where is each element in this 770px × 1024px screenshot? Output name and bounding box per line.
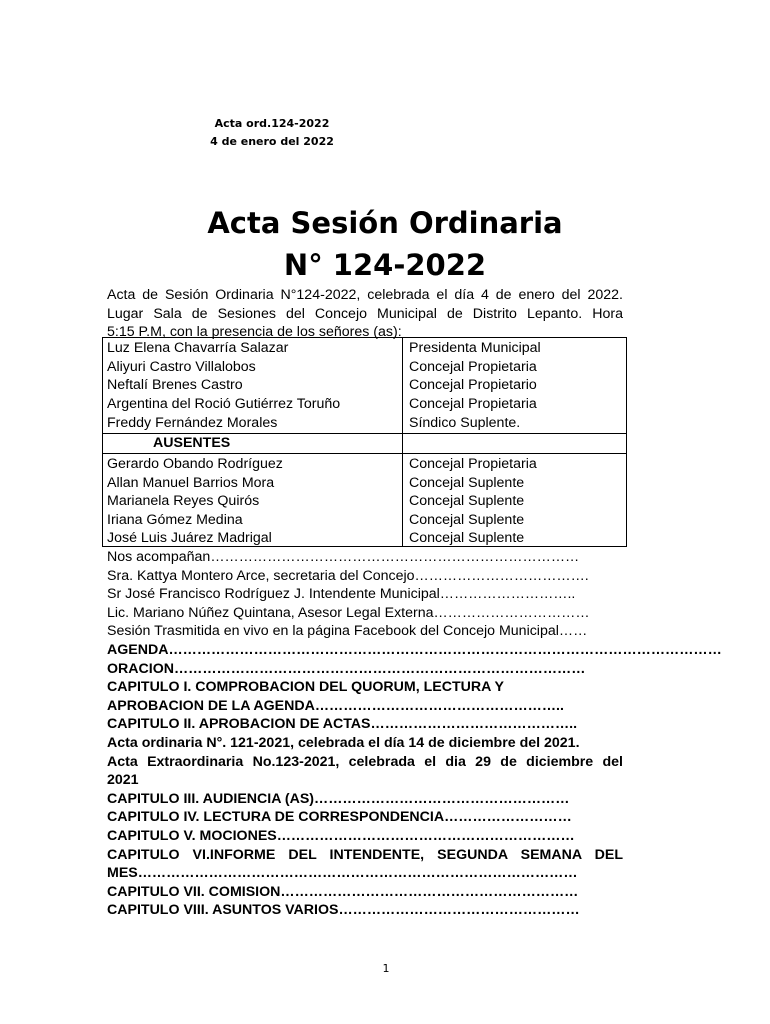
member-role: Presidenta Municipal	[409, 340, 541, 356]
member-name: Allan Manuel Barrios Mora	[107, 474, 275, 491]
table-row	[107, 339, 626, 358]
chapter-4-line: CAPITULO IV. LECTURA DE CORRESPONDENCIA………………………	[107, 809, 572, 826]
member-name: Luz Elena Chavarría Salazar	[107, 340, 289, 356]
member-role: Concejal Suplente	[409, 530, 525, 547]
member-role: Concejal Suplente	[409, 511, 525, 528]
table-row	[107, 414, 626, 433]
member-role: Concejal Suplente	[409, 474, 525, 491]
chapter-5-line: CAPITULO V. MOCIONES………………………………………………………	[107, 827, 575, 844]
chapter-1-line-2: APROBACION DE LA AGENDA……………………………………………..	[107, 697, 564, 714]
table-row	[107, 474, 626, 493]
member-name: Iriana Gómez Medina	[107, 511, 243, 528]
member-name: Freddy Fernández Morales	[107, 414, 278, 431]
member-name: José Luis Juárez Madrigal	[107, 530, 272, 547]
chapter-2-line: CAPITULO II. APROBACION DE ACTAS……………………………………..	[107, 716, 578, 733]
acta-123-line-2: 2021	[107, 772, 139, 789]
agenda-heading: AGENDA………………………………………………………………………………………………………	[107, 641, 722, 658]
chapter-7-line: CAPITULO VII. COMISION………………………………………………………	[107, 883, 579, 900]
intro-line-2: Lugar Sala de Sesiones del Concejo Municipal de Distrito Lepanto. Hora	[107, 305, 623, 322]
member-name: Gerardo Obando Rodríguez	[107, 456, 283, 472]
table-row	[107, 376, 626, 395]
table-divider	[103, 453, 626, 454]
attendance-table	[102, 337, 627, 547]
oracion-line: ORACION……………………………………………………………………………	[107, 660, 586, 677]
acta-121-line: Acta ordinaria N°. 121-2021, celebrada el día 14 de diciembre del 2021.	[107, 734, 580, 751]
chapter-3-line: CAPITULO III. AUDIENCIA (AS)………………………………………………	[107, 790, 570, 807]
page-number: 1	[382, 962, 390, 975]
transmision-line: Sesión Trasmitida en vivo en la página Facebook del Concejo Municipal……	[107, 623, 588, 640]
intro-line-3: 5:15 P.M, con la presencia de los señores (as):	[107, 324, 402, 340]
agenda-section	[107, 548, 722, 920]
document-number: N° 124-2022	[283, 248, 487, 282]
intro-paragraph	[107, 286, 623, 342]
acompanan-line: Nos acompañan……………………………………………………………………	[107, 549, 580, 565]
member-name: Aliyuri Castro Villalobos	[107, 358, 256, 375]
secretaria-line: Sra. Kattya Montero Arce, secretaria del Concejo……………………………….	[107, 567, 589, 584]
intendente-line: Sr José Francisco Rodríguez J. Intendente Municipal………………………..	[107, 586, 576, 603]
chapter-6-line-2: MES…………………………………………………………………………………	[107, 865, 578, 882]
member-role: Concejal Suplente	[409, 493, 525, 510]
member-role: Síndico Suplente.	[409, 414, 521, 431]
table-row	[107, 529, 626, 548]
member-role: Concejal Propietaria	[409, 358, 537, 375]
table-row	[107, 455, 626, 474]
chapter-6-line-1: CAPITULO VI.INFORME DEL INTENDENTE, SEGUNDA SEMANA DEL	[107, 846, 623, 863]
member-name: Neftalí Brenes Castro	[107, 377, 243, 394]
acta-reference: Acta ord.124-2022	[214, 117, 330, 130]
table-row	[107, 358, 626, 377]
table-row	[107, 492, 626, 511]
member-name: Argentina del Roció Gutiérrez Toruño	[107, 396, 341, 412]
asesor-line: Lic. Mariano Núñez Quintana, Asesor Legal Externa……………………………	[107, 604, 590, 621]
table-row	[107, 511, 626, 530]
intro-line-1: Acta de Sesión Ordinaria N°124-2022, celebrada el día 4 de enero del 2022.	[107, 287, 623, 303]
member-role: Concejal Propietaria	[409, 396, 537, 412]
chapter-1-line-1: CAPITULO I. COMPROBACION DEL QUORUM, LECTURA Y	[107, 679, 504, 696]
table-row	[107, 395, 626, 414]
acta-date: 4 de enero del 2022	[210, 135, 334, 148]
acta-123-line-1: Acta Extraordinaria No.123-2021, celebrada el dia 29 de diciembre del	[107, 753, 623, 770]
member-role: Concejal Propietaria	[409, 456, 537, 472]
member-name: Marianela Reyes Quirós	[107, 493, 260, 510]
chapter-8-line: CAPITULO VIII. ASUNTOS VARIOS……………………………………………	[107, 902, 580, 919]
member-role: Concejal Propietario	[409, 377, 537, 394]
document-title: Acta Sesión Ordinaria	[207, 206, 563, 240]
absent-heading: AUSENTES	[153, 434, 231, 451]
